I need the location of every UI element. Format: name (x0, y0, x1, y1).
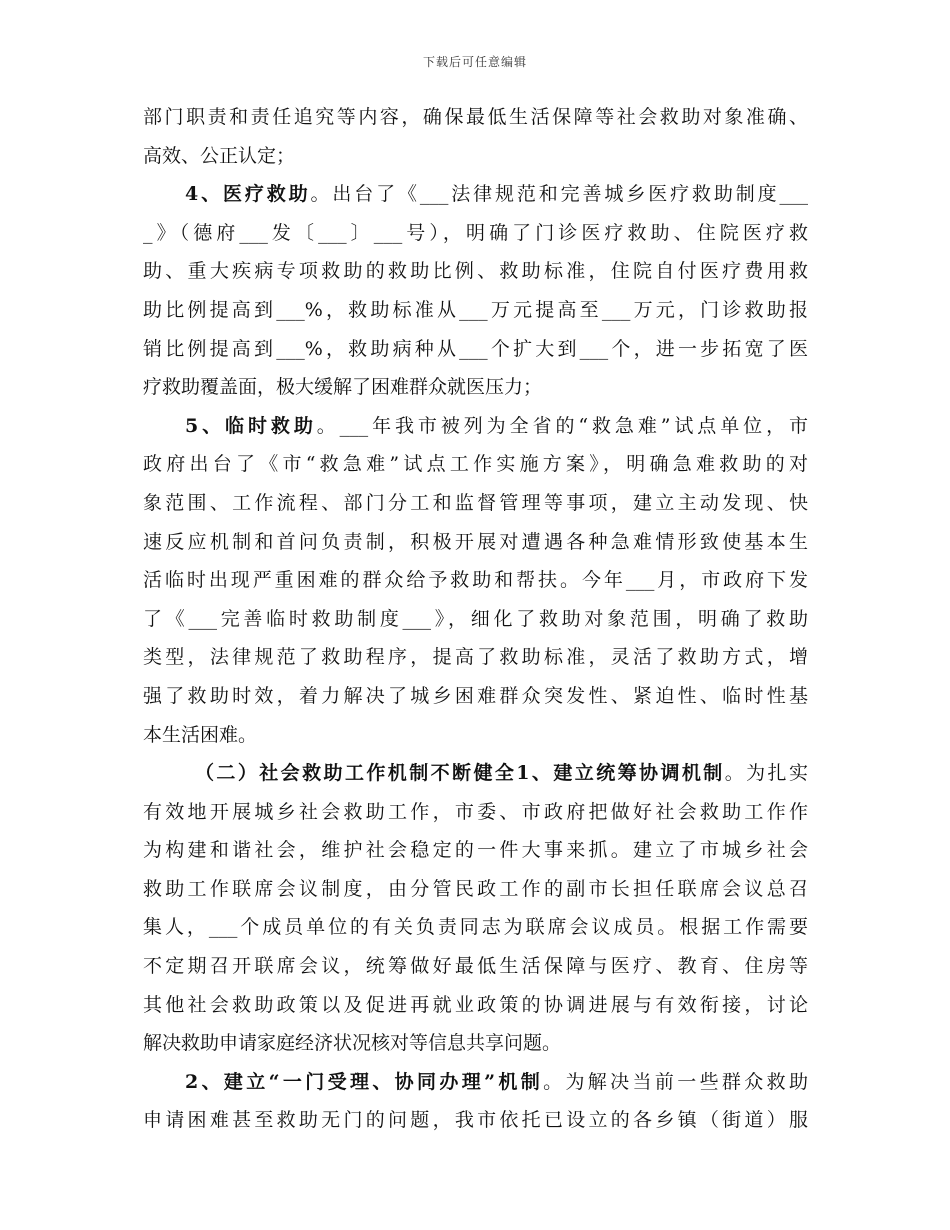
line-text: 销比例提高到___%，救助病种从___个扩大到___个，进一步拓宽了医 (143, 337, 808, 360)
text-line (143, 1024, 808, 1063)
line-text: 。为扎实 (724, 762, 808, 785)
text-line (143, 484, 808, 523)
text-line (143, 870, 808, 909)
line-text: 疗救助覆盖面，极大缓解了困难群众就医压力； (143, 376, 543, 399)
line-text: 政府出台了《市“救急难”试点工作实施方案》，明确急难救助的对 (143, 453, 808, 476)
section-heading-temporary-aid: 5、临时救助 (185, 414, 317, 437)
text-line (143, 523, 808, 562)
text-line (143, 947, 808, 986)
line-text: 。___年我市被列为全省的“救急难”试点单位，市 (316, 414, 808, 437)
line-text: 部门职责和责任追究等内容，确保最低生活保障等社会救助对象准确、 (143, 106, 808, 128)
text-line (143, 600, 808, 639)
text-line (143, 831, 808, 870)
text-line (143, 137, 808, 176)
text-line (143, 908, 808, 947)
line-text: 本生活困难。 (143, 723, 258, 746)
line-text: 有效地开展城乡社会救助工作，市委、市政府把做好社会救助工作作 (143, 800, 808, 823)
text-line (143, 561, 808, 600)
text-line (143, 716, 808, 755)
text-line (143, 793, 808, 832)
section-heading-one-door: 2、建立“一门受理、协同办理”机制 (185, 1070, 544, 1093)
text-line (143, 98, 808, 137)
text-line (143, 986, 808, 1025)
page-header-note: 下载后可任意编辑 (422, 55, 527, 69)
text-line (143, 677, 808, 716)
document-body (143, 98, 808, 1140)
text-line (143, 252, 808, 291)
text-line (143, 638, 808, 677)
line-text: 集人，___个成员单位的有关负责同志为联席会议成员。根据工作需要 (143, 916, 808, 939)
text-line (143, 291, 808, 330)
line-text: 活临时出现严重困难的群众给予救助和帮扶。今年___月，市政府下发 (143, 569, 808, 592)
line-text: 其他社会救助政策以及促进再就业政策的协调进展与有效衔接，讨论 (143, 993, 808, 1016)
text-line (143, 445, 808, 484)
line-text: 。为解决当前一些群众救助 (543, 1070, 808, 1093)
line-text: 为构建和谐社会，维护社会稳定的一件大事来抓。建立了市城乡社会 (143, 839, 808, 862)
section-heading-mechanism: （二）社会救助工作机制不断健全1、建立统筹协调机制 (195, 762, 725, 785)
line-text: 解决救助申请家庭经济状况核对等信息共享问题。 (143, 1032, 562, 1055)
text-line (143, 214, 808, 253)
line-text: 强了救助时效，着力解决了城乡困难群众突发性、紧迫性、临时性基 (143, 684, 808, 707)
line-text: 助、重大疾病专项救助的救助比例、救助标准，住院自付医疗费用救 (143, 260, 808, 283)
text-line-heading-5 (143, 407, 808, 446)
text-line-heading-2 (143, 1063, 808, 1102)
line-text: _》（德府___发〔___〕___号），明确了门诊医疗救助、住院医疗救 (143, 221, 808, 244)
line-text: 救助工作联席会议制度，由分管民政工作的副市长担任联席会议总召 (143, 877, 808, 900)
line-text: 。出台了《___法律规范和完善城乡医疗救助制度___ (310, 183, 808, 206)
text-line-heading-4 (143, 175, 808, 214)
line-text: 助比例提高到___%，救助标准从___万元提高至___万元，门诊救助报 (143, 298, 808, 321)
line-text: 不定期召开联席会议，统筹做好最低生活保障与医疗、教育、住房等 (143, 955, 808, 978)
text-line (143, 368, 808, 407)
section-heading-medical-aid: 4、医疗救助 (185, 183, 311, 206)
line-text: 高效、公正认定； (143, 144, 296, 167)
text-line (143, 1101, 808, 1140)
line-text: 类型，法律规范了救助程序，提高了救助标准，灵活了救助方式，增 (143, 646, 808, 669)
line-text: 了《___完善临时救助制度___》，细化了救助对象范围，明确了救助 (143, 607, 808, 630)
text-line (143, 330, 808, 369)
text-line-heading-section-2 (143, 754, 808, 793)
line-text: 速反应机制和首问负责制，积极开展对遭遇各种急难情形致使基本生 (143, 530, 808, 553)
line-text: 象范围、工作流程、部门分工和监督管理等事项，建立主动发现、快 (143, 491, 808, 514)
line-text: 申请困难甚至救助无门的问题，我市依托已设立的各乡镇（街道）服 (143, 1109, 808, 1132)
